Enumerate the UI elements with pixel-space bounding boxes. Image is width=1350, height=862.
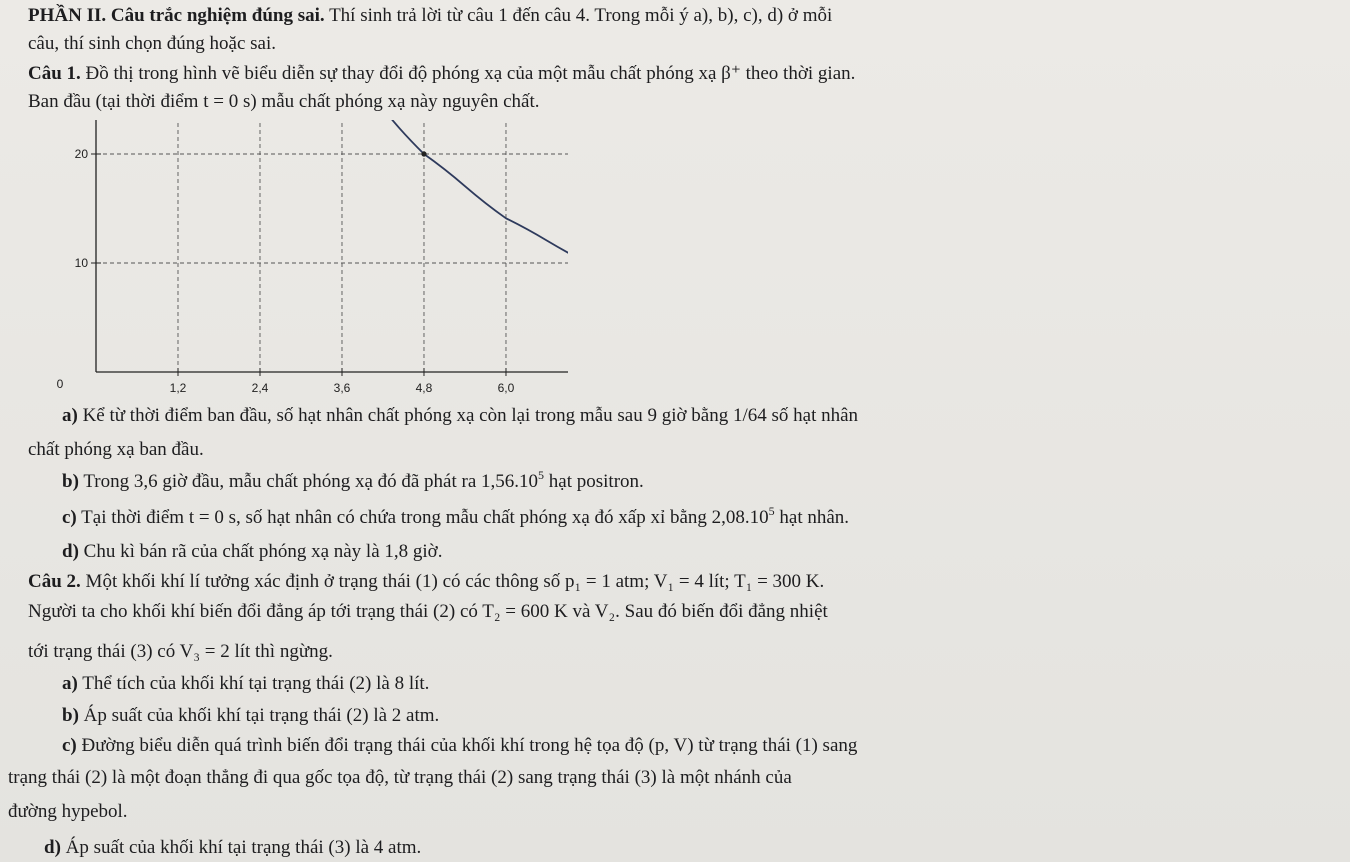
q1-option-c: c) Tại thời điểm t = 0 s, số hạt nhân có chứa trong mẫu chất phóng xạ đó xấp xỉ bằng 2,08.10$^5$ hạt nhân.	[62, 504, 850, 528]
x-tick-label: 1,2	[169, 381, 187, 395]
q2-option-c-line2: trạng thái (2) là một đoạn thẳng đi qua gốc tọa độ, từ trạng thái (2) sang trạng thái (3) là một nhánh của	[8, 767, 792, 788]
x-tick-label: 3,6	[333, 381, 351, 395]
decay-curve	[96, 120, 568, 295]
q1-option-a-line1: a) Kể từ thời điểm ban đầu, số hạt nhân chất phóng xạ còn lại trong mẫu sau 9 giờ bằng 1/64 số hạt nhân	[62, 405, 859, 426]
q1-option-d-label: d)	[62, 541, 79, 562]
q1-option-b-label: b)	[62, 471, 79, 492]
origin-label: 0	[56, 377, 64, 391]
q1-option-c-label: c)	[62, 507, 77, 528]
part2-heading: PHẦN II. Câu trắc nghiệm đúng sai.	[28, 5, 325, 26]
part2-intro-line2: câu, thí sinh chọn đúng hoặc sai.	[28, 33, 277, 54]
q2-option-c-label: c)	[62, 735, 77, 756]
q2-option-b-label: b)	[62, 705, 79, 726]
q2-option-a: a) Thể tích của khối khí tại trạng thái (2) là 8 lít.	[62, 673, 430, 694]
q2-statement-line3: tới trạng thái (3) có V₃ = 2 lít thì ngừng.	[28, 641, 333, 662]
q2-option-c-line1: c) Đường biểu diễn quá trình biến đổi trạng thái của khối khí trong hệ tọa độ (p, V) từ trạng thái (1) sang	[62, 735, 858, 756]
y-tick-label: 20	[74, 147, 88, 161]
activity-decay-chart	[28, 120, 568, 410]
y-tick-label: 10	[74, 256, 88, 270]
q1-label: Câu 1.	[28, 63, 81, 84]
q2-option-d-label: d)	[44, 837, 61, 858]
q1-option-a-label: a)	[62, 405, 78, 426]
q1-option-d: d) Chu kì bán rã của chất phóng xạ này là 1,8 giờ.	[62, 541, 443, 562]
q2-statement-line2: Người ta cho khối khí biến đổi đẳng áp tới trạng thái (2) có T₂ = 600 K và V₂. Sau đó biến đổi đẳng nhiệt	[28, 601, 828, 622]
part2-intro-line1: PHẦN II. Câu trắc nghiệm đúng sai. Thí sinh trả lời từ câu 1 đến câu 4. Trong mỗi ý a), b), c), d) ở mỗi	[28, 5, 833, 26]
q1-option-b: b) Trong 3,6 giờ đầu, mẫu chất phóng xạ đó đã phát ra 1,56.10$^5$ hạt positron.	[62, 468, 644, 492]
q2-option-a-label: a)	[62, 673, 78, 694]
q2-option-b: b) Áp suất của khối khí tại trạng thái (2) là 2 atm.	[62, 705, 440, 726]
q2-option-d: d) Áp suất của khối khí tại trạng thái (3) là 4 atm.	[44, 837, 422, 858]
data-point	[421, 151, 426, 156]
q2-statement-line1: Câu 2. Một khối khí lí tưởng xác định ở trạng thái (1) có các thông số p₁ = 1 atm; V₁ = 4 lít; T₁ = 300 K.	[28, 571, 825, 592]
q1-statement-line1: Câu 1. Đồ thị trong hình vẽ biểu diễn sự thay đổi độ phóng xạ của một mẫu chất phóng xạ β⁺ theo thời gian.	[28, 63, 856, 84]
q1-statement-line2: Ban đầu (tại thời điểm t = 0 s) mẫu chất phóng xạ này nguyên chất.	[28, 91, 540, 112]
x-tick-label: 6,0	[497, 381, 515, 395]
q1-option-a-line2: chất phóng xạ ban đầu.	[28, 439, 204, 460]
x-tick-label: 2,4	[251, 381, 269, 395]
q2-label: Câu 2.	[28, 571, 81, 592]
q2-option-c-line3: đường hypebol.	[8, 801, 128, 822]
x-tick-label: 4,8	[415, 381, 433, 395]
